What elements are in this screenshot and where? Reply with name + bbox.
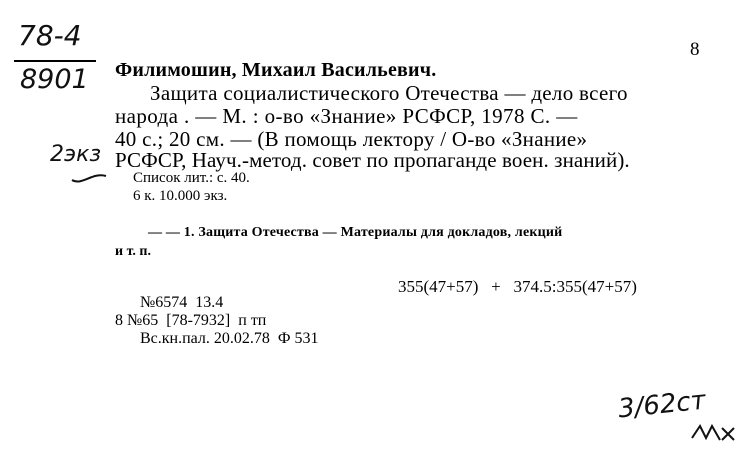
handwritten-code-bottom: 8901	[20, 64, 89, 95]
classification-codes: 355(47+57) + 374.5:355(47+57)	[398, 277, 637, 296]
subject-line-1: — — 1. Защита Отечества — Материалы для докладов, лекций	[148, 225, 563, 240]
corner-note-scribble	[690, 418, 740, 446]
side-note-stroke	[70, 166, 110, 186]
subject-line-2: и т. п.	[115, 244, 151, 259]
record-line-3: Вс.кн.пал. 20.02.78 Ф 531	[140, 330, 319, 347]
handwritten-side-note: 2экз	[50, 142, 102, 167]
title-line-3: 40 с.; 20 см. — (В помощь лектору / О-во «Знание»	[115, 127, 588, 151]
title-line-2: народа . — М. : о-во «Знание» РСФСР, 1978 С. —	[115, 104, 578, 128]
note-bibliography: Список лит.: с. 40.	[133, 170, 250, 186]
title-line-1: Защита социалистического Отечества — дело всего	[150, 81, 628, 105]
title-line-4: РСФСР, Науч.-метод. совет по пропаганде воен. знаний).	[115, 148, 630, 172]
handwritten-corner-note: 3/62ст	[616, 385, 708, 425]
record-line-1: №6574 13.4	[140, 294, 224, 311]
handwritten-underline	[14, 60, 96, 62]
handwritten-code-top: 78-4	[18, 19, 82, 52]
card-number: 8	[690, 39, 700, 60]
record-line-2: 8 №65 [78-7932] п тп	[115, 312, 267, 329]
author-heading: Филимошин, Михаил Васильевич.	[115, 59, 437, 81]
note-price-copies: 6 к. 10.000 экз.	[133, 188, 228, 204]
